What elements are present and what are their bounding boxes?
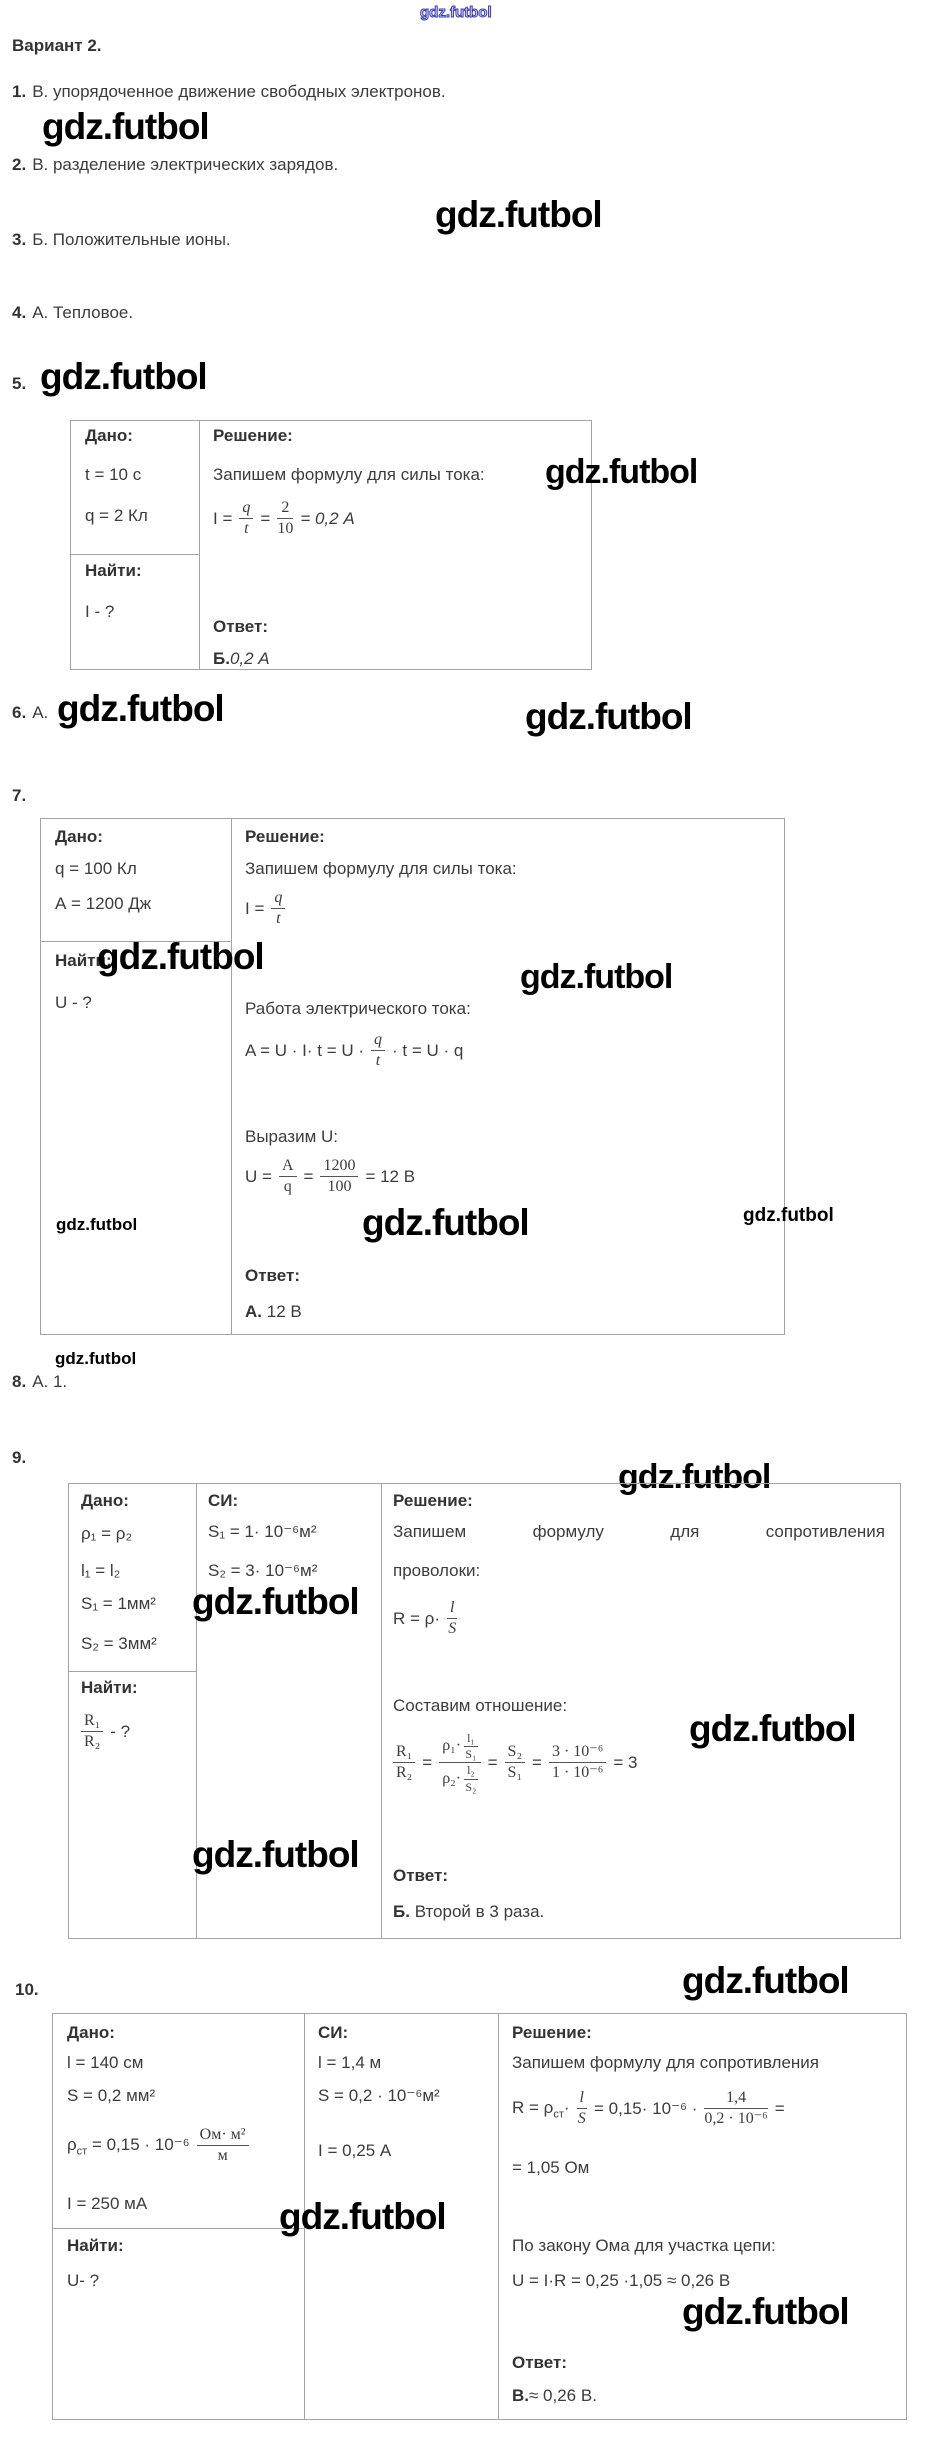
find-value: $\frac{\text{R₁}}{\text{R₂}}$ - ?	[81, 1712, 130, 1752]
watermark: gdz.futbol	[362, 1202, 529, 1243]
fraction: $\frac{1200}{100}$	[320, 1157, 358, 1197]
solution-line: Запишем формулу для силы тока:	[245, 859, 517, 878]
given-value: l₁ = l₂	[81, 1561, 121, 1580]
otvet-label: Ответ:	[245, 1266, 300, 1285]
problem-10-table	[52, 2013, 907, 2420]
fraction: $\frac{\text{3 · 10⁻⁶}}{\text{1 · 10⁻⁶}}$	[549, 1743, 606, 1783]
find-value: I - ?	[85, 602, 115, 621]
resh-label: Решение:	[512, 2023, 592, 2042]
given-value: I = 250 мА	[67, 2194, 148, 2213]
watermark: gdz.futbol	[618, 1458, 771, 1496]
watermark: gdz.futbol	[682, 1960, 849, 2001]
watermark: gdz.futbol	[525, 696, 692, 737]
watermark: gdz.futbol	[435, 194, 602, 235]
find-value: U - ?	[55, 993, 92, 1012]
item-8: 8. А. 1.	[12, 1372, 68, 1391]
item-2: 2. В. разделение электрических зарядов.	[12, 155, 339, 174]
given-value: S = 0,2 мм²	[67, 2086, 156, 2105]
given-value: l = 140 см	[67, 2053, 144, 2072]
given-value: q = 100 Кл	[55, 859, 137, 878]
problem-7-table	[40, 818, 785, 1335]
watermark: gdz.futbol	[57, 688, 224, 729]
item-3: 3. Б. Положительные ионы.	[12, 230, 231, 249]
formula: I = $\frac{q}{t}$	[245, 889, 285, 929]
naiti-label: Найти:	[81, 1678, 138, 1697]
naiti-label: Найти:	[55, 951, 112, 970]
otvet-label: Ответ:	[213, 617, 268, 636]
dano-label: Дано:	[85, 426, 133, 445]
item-4: 4. А. Тепловое.	[12, 303, 134, 322]
formula: $\frac{\text{R₁}}{\text{R₂}}$ = ρ₁· $\frac{\text{l₁}}{\text{S₁}}$ ρ₂· $\frac{\text{l₂}}{\text{S₂}}$ = $\frac{\text{S₂}}{\text{S₁}}$ = $\frac{\text{3 · 10⁻⁶}}{\text{1 · 10⁻⁶}}$ = 3	[393, 1732, 637, 1794]
given-find-divider	[69, 1671, 196, 1672]
item-5: 5.	[12, 374, 27, 393]
formula: $R = \rho_{ст}\cdot$ $\frac{l}{S}$ = 0,15· 10⁻⁶ · $\frac{1,4}{\text{0,2 · 10⁻⁶}}$ =	[512, 2089, 785, 2128]
formula: U = $\frac{A}{q}$ = $\frac{1200}{100}$ = 12 В	[245, 1157, 416, 1196]
fraction: $\frac{\text{l₁}}{\text{S₁}}$	[465, 1731, 477, 1762]
watermark: gdz.futbol	[689, 1708, 856, 1749]
fraction: $\frac{\text{R₁}}{\text{R₂}}$	[393, 1743, 415, 1783]
otvet-label: Ответ:	[393, 1866, 448, 1885]
solution-line: Запишем формулу для сопротивления	[393, 1522, 885, 1541]
watermark: gdz.futbol	[520, 958, 673, 996]
watermark: gdz.futbol	[192, 1834, 359, 1875]
watermark: gdz.futbol	[682, 2291, 849, 2332]
solution-line: Запишем формулу для сопротивления	[512, 2053, 820, 2072]
answer: Б. Второй в 3 раза.	[393, 1902, 545, 1921]
item-6: 6. А.	[12, 703, 49, 722]
given-value: $\rho_{ст} = 0,15 \cdot 10^{-6}$ $\frac{\text{Ом· м²}}{м}$	[67, 2126, 249, 2166]
table-divider	[498, 2014, 499, 2419]
dano-label: Дано:	[81, 1491, 129, 1510]
fraction: $\frac{\text{S₂}}{\text{S₁}}$	[505, 1743, 525, 1783]
formula: I = $\frac{q}{t}$ = $\frac{2}{10}$ = 0,2 А	[213, 499, 355, 538]
fraction: $\frac{q}{t}$	[271, 889, 285, 929]
si-label: СИ:	[318, 2023, 349, 2042]
answer: А. 12 В	[245, 1302, 302, 1321]
si-label: СИ:	[208, 1491, 239, 1510]
solution-line: По закону Ома для участка цепи:	[512, 2236, 776, 2255]
item-7: 7.	[12, 786, 27, 805]
page-title: Вариант 2.	[12, 36, 102, 55]
find-value: U- ?	[67, 2271, 100, 2290]
solution-line: Выразим U:	[245, 1127, 338, 1146]
watermark: gdz.futbol	[279, 2196, 446, 2237]
fraction: $\frac{q}{t}$	[371, 1031, 385, 1071]
table-divider	[381, 1484, 382, 1938]
formula-result: = 1,05 Ом	[512, 2158, 590, 2177]
resh-label: Решение:	[213, 426, 293, 445]
dano-label: Дано:	[55, 827, 103, 846]
watermark: gdz.futbol	[743, 1205, 834, 1226]
watermark-top: gdz.futbol	[420, 4, 492, 21]
naiti-label: Найти:	[67, 2236, 124, 2255]
solution-line: Составим отношение:	[393, 1696, 568, 1715]
fraction: $\frac{1,4}{\text{0,2 · 10⁻⁶}}$	[704, 2089, 768, 2128]
otvet-label: Ответ:	[512, 2353, 567, 2372]
watermark: gdz.futbol	[545, 453, 698, 491]
naiti-label: Найти:	[85, 561, 142, 580]
dano-label: Дано:	[67, 2023, 115, 2042]
given-find-divider	[71, 554, 199, 555]
item-9: 9.	[12, 1448, 27, 1467]
given-value: S₁ = 1мм²	[81, 1594, 156, 1613]
si-value: l = 1,4 м	[318, 2053, 382, 2072]
given-value: ρ₁ = ρ₂	[81, 1524, 133, 1543]
formula: A = U · I· t = U · $\frac{q}{t}$ · t = U · q	[245, 1031, 464, 1070]
si-value: I = 0,25 А	[318, 2141, 392, 2160]
si-value: S₁ = 1· 10⁻⁶м²	[208, 1522, 317, 1541]
item-10: 10.	[15, 1980, 39, 1999]
given-value: А = 1200 Дж	[55, 894, 152, 913]
problem-5-table	[70, 420, 592, 670]
answer: Б.0,2 А	[213, 649, 270, 668]
item-1: 1. В. упорядоченное движение свободных электронов.	[12, 82, 446, 101]
fraction: $\frac{\text{l₂}}{\text{S₂}}$	[465, 1763, 477, 1794]
table-divider	[199, 421, 200, 669]
formula: R = ρ· $\frac{l}{S}$	[393, 1599, 457, 1638]
watermark: gdz.futbol	[56, 1215, 138, 1234]
watermark: gdz.futbol	[55, 1349, 137, 1368]
given-value: S₂ = 3мм²	[81, 1634, 157, 1653]
si-value: S = 0,2 · 10⁻⁶м²	[318, 2086, 440, 2105]
fraction: ρ₁· $\frac{\text{l₁}}{\text{S₁}}$ ρ₂· $\frac{\text{l₂}}{\text{S₂}}$	[439, 1732, 480, 1794]
watermark: gdz.futbol	[42, 106, 209, 147]
fraction: $\frac{2}{10}$	[277, 499, 294, 538]
answer: В.≈ 0,26 В.	[512, 2386, 597, 2405]
given-find-divider	[53, 2228, 304, 2229]
fraction: $\frac{\text{Ом· м²}}{м}$	[197, 2126, 249, 2166]
solution-line: Работа электрического тока:	[245, 999, 471, 1018]
formula: U = I·R = 0,25 ·1,05 ≈ 0,26 В	[512, 2271, 731, 2290]
fraction: $\frac{q}{t}$	[239, 499, 253, 539]
solution-line: проволоки:	[393, 1561, 481, 1580]
fraction: $\frac{l}{S}$	[577, 2089, 586, 2128]
watermark: gdz.futbol	[97, 936, 264, 977]
resh-label: Решение:	[393, 1491, 473, 1510]
given-value: t = 10 с	[85, 465, 142, 484]
fraction: $\frac{l}{S}$	[448, 1599, 457, 1638]
si-value: S₂ = 3· 10⁻⁶м²	[208, 1561, 318, 1580]
table-divider	[231, 819, 232, 1334]
solution-line: Запишем формулу для силы тока:	[213, 465, 485, 484]
given-value: q = 2 Кл	[85, 506, 148, 525]
resh-label: Решение:	[245, 827, 325, 846]
watermark: gdz.futbol	[192, 1581, 359, 1622]
fraction: $\frac{A}{q}$	[279, 1157, 297, 1197]
fraction: $\frac{\text{R₁}}{\text{R₂}}$	[81, 1712, 103, 1752]
watermark: gdz.futbol	[40, 356, 207, 397]
